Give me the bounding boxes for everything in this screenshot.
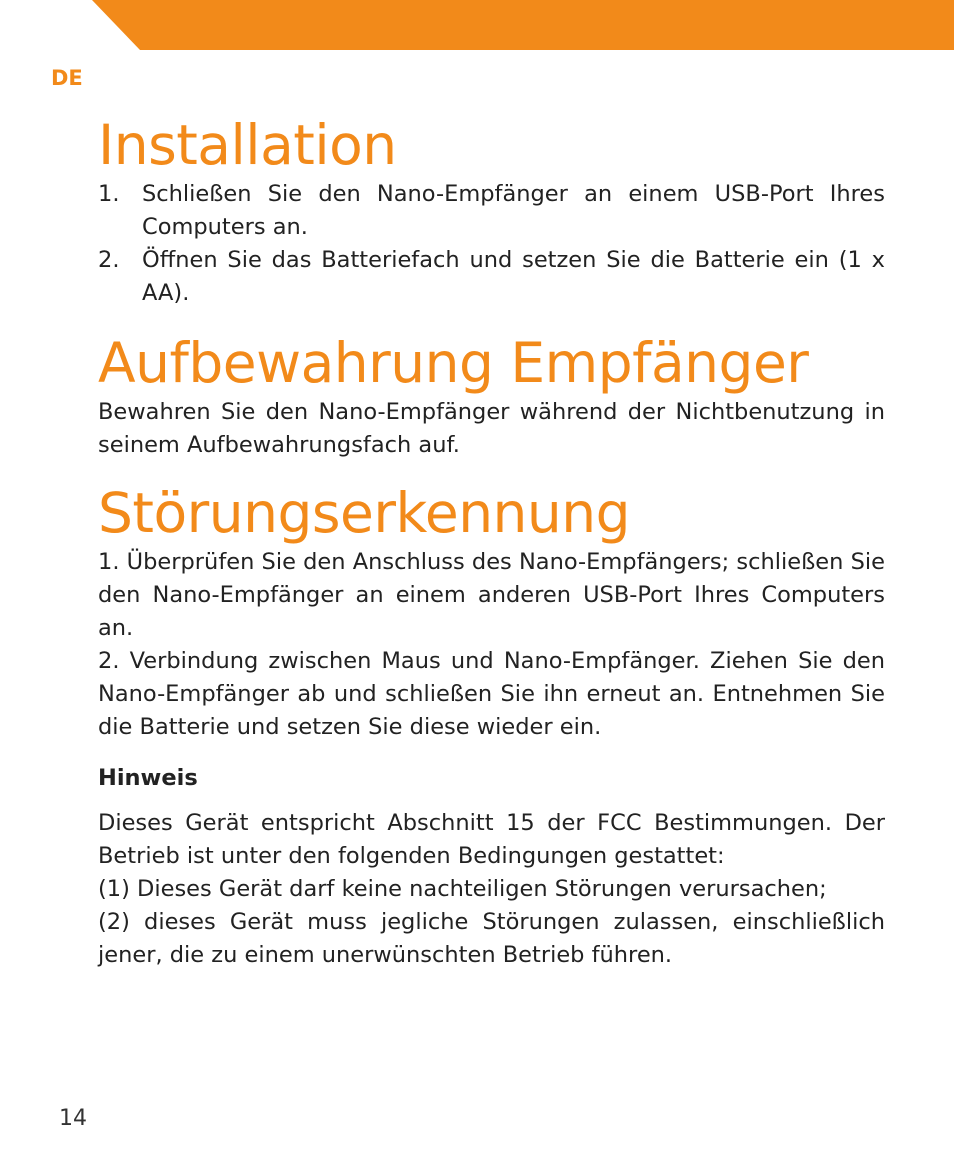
troubleshooting-item: 2. Verbindung zwischen Maus und Nano-Empfänger. Ziehen Sie den Nano-Empfänger ab und schließen Sie ihn erneut an. Entnehmen Sie die Batterie und setzen Sie diese wieder ein. [98, 648, 885, 740]
header-banner [0, 0, 954, 50]
step-text: Öffnen Sie das Batteriefach und setzen Sie die Batterie ein (1 x AA). [142, 247, 885, 306]
header-banner-shape [92, 0, 954, 50]
step-text: Schließen Sie den Nano-Empfänger an einem USB-Port Ihres Computers an. [142, 181, 885, 240]
step-number: 1. [98, 181, 120, 207]
note-line: (1) Dieses Gerät darf keine nachteiligen Störungen verursachen; [98, 876, 827, 902]
troubleshooting-item: 1. Überprüfen Sie den Anschluss des Nano-Empfängers; schließen Sie den Nano-Empfänger an einem anderen USB-Port Ihres Computers an. [98, 549, 885, 641]
installation-step [98, 244, 885, 310]
storage-text: Bewahren Sie den Nano-Empfänger während der Nichtbenutzung in seinem Aufbewahrungsfach auf. [98, 399, 885, 458]
storage-heading: Aufbewahrung Empfänger [98, 331, 809, 395]
note-line: (2) dieses Gerät muss jegliche Störungen zulassen, einschließlich jener, die zu einem unerwünschten Betrieb führen. [98, 909, 885, 968]
language-label: DE [51, 66, 83, 90]
note-heading: Hinweis [98, 765, 198, 791]
troubleshooting-heading: Störungserkennung [98, 481, 631, 545]
page-content [98, 112, 885, 972]
page-number: 14 [59, 1106, 87, 1131]
installation-steps [98, 178, 885, 310]
installation-step [98, 178, 885, 244]
note-line: Dieses Gerät entspricht Abschnitt 15 der FCC Bestimmungen. Der Betrieb ist unter den folgenden Bedingungen gestattet: [98, 810, 885, 869]
step-number: 2. [98, 247, 120, 273]
installation-heading: Installation [98, 113, 397, 177]
